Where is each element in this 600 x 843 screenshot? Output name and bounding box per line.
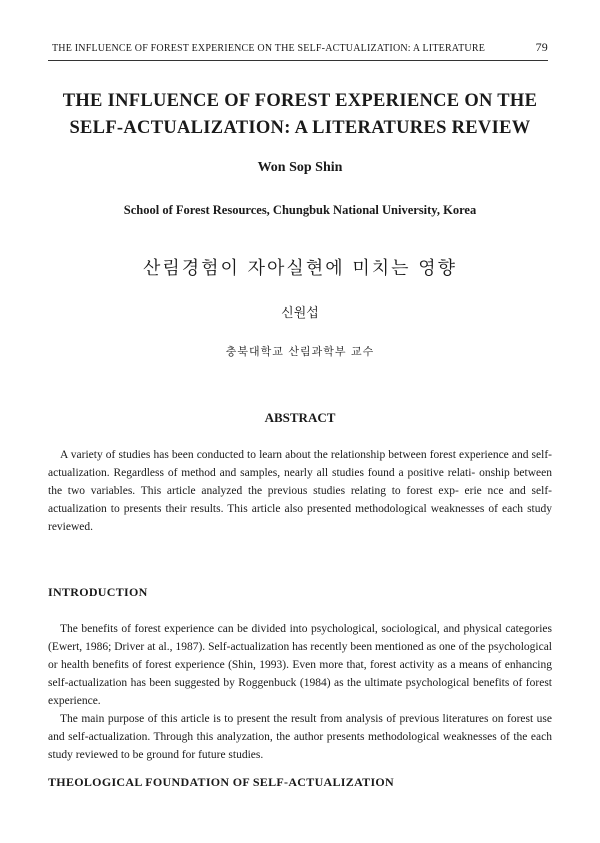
running-head bbox=[52, 40, 548, 55]
page-number: 79 bbox=[535, 40, 548, 54]
introduction-body bbox=[48, 620, 552, 764]
paper-title-line-2: SELF-ACTUALIZATION: A LITERATURES REVIEW bbox=[69, 118, 531, 138]
korean-author: 신원섭 bbox=[281, 306, 319, 321]
header-rule bbox=[48, 60, 548, 61]
author-name: Won Sop Shin bbox=[257, 160, 343, 175]
abstract-heading: ABSTRACT bbox=[264, 410, 336, 425]
korean-affiliation: 충북대학교 산림과학부 교수 bbox=[225, 345, 375, 358]
introduction-paragraph-1: The benefits of forest experience can be divided into psychological, sociological, and physical categories (Ewert, 1986; Driver at al., 1987). Self-actualization has recently been mentioned as one of the psychological or health benefits of forest experience (Shin, 1993). Even more that, forest activity as a means of enhancing self-actualization has been suggested by Roggenbuck (1984) as the ultimate psychological benefits of forest experience. bbox=[48, 623, 552, 707]
abstract-paragraph: A variety of studies has been conducted to learn about the relationship between forest experience and self-actualization. Regardless of method and samples, nearly all studies found a positive relati- onship between the two variables. This article analyzed the previous studies relating to forest exp- erie nce and self-actualization to presents their results. This article also presented methodological weaknesses of each study reviewed. bbox=[48, 449, 552, 533]
running-head-title: THE INFLUENCE OF FOREST EXPERIENCE ON THE SELF-ACTUALIZATION: A LITERATURE bbox=[52, 43, 486, 54]
abstract-body bbox=[48, 446, 552, 536]
paper-title bbox=[40, 88, 560, 142]
paper-title-line-1: THE INFLUENCE OF FOREST EXPERIENCE ON THE bbox=[62, 91, 538, 111]
introduction-paragraph-2: The main purpose of this article is to present the result from analysis of previous literatures on forest use and self-actualization. Through this analyzation, the author presents methodological weaknesses of the each study reviewed to be ground for future studies. bbox=[48, 713, 552, 761]
author-affiliation: School of Forest Resources, Chungbuk National University, Korea bbox=[123, 203, 477, 217]
introduction-heading: INTRODUCTION bbox=[48, 585, 148, 599]
korean-title: 산림경험이 자아실현에 미치는 영향 bbox=[143, 258, 457, 279]
theological-foundation-heading: THEOLOGICAL FOUNDATION OF SELF-ACTUALIZATION bbox=[48, 775, 395, 789]
